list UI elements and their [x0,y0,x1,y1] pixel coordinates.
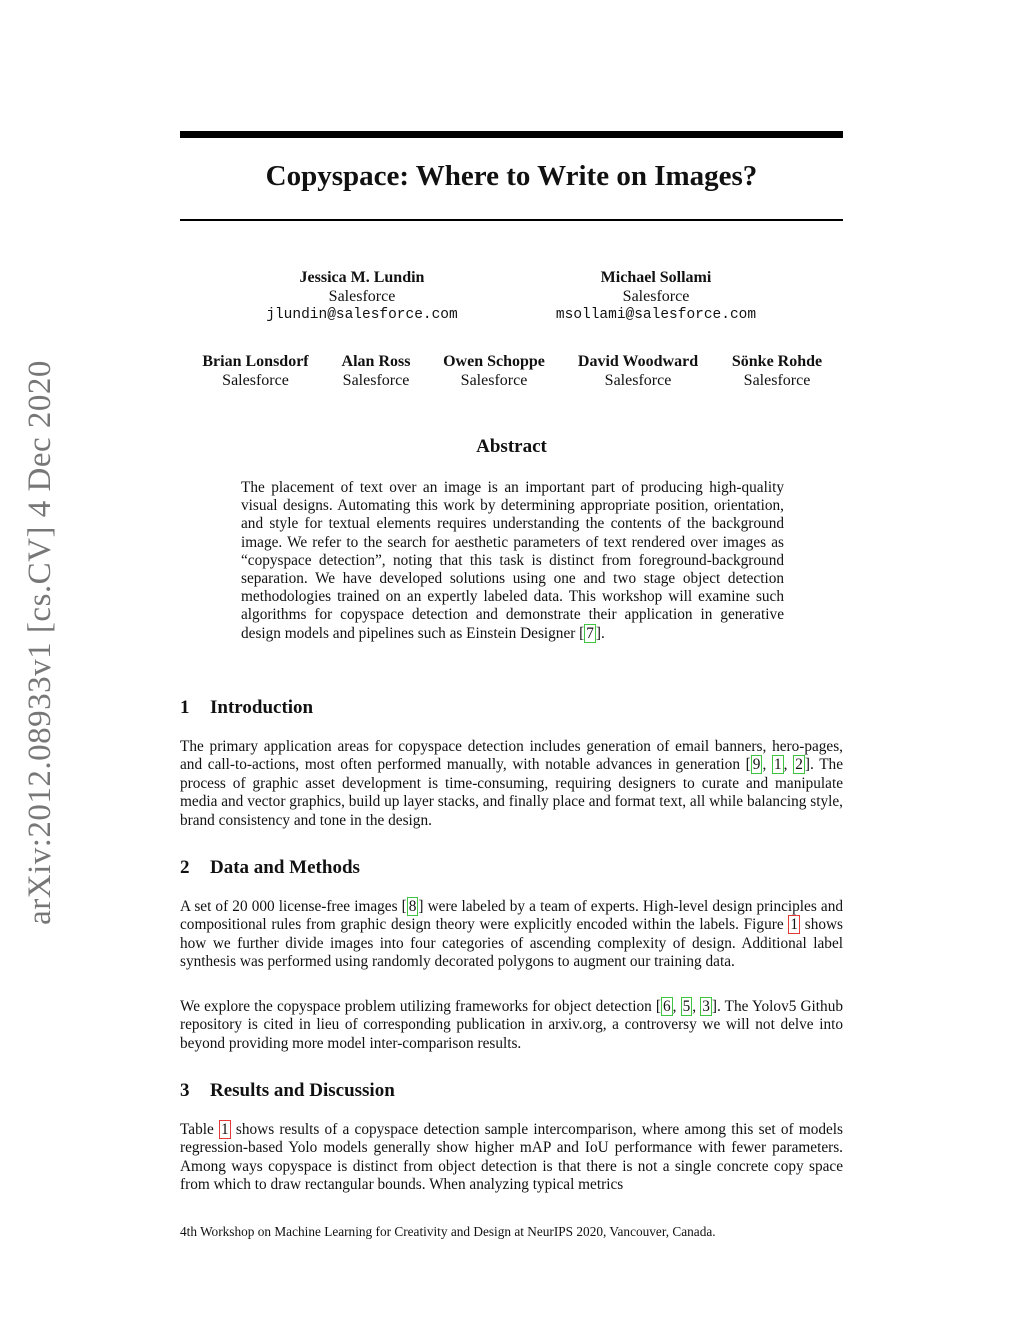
data-paragraph-2 [180,998,843,1053]
author-name: Jessica M. Lundin [299,269,425,286]
author-name: David Woodward [577,353,699,370]
author-affiliation: Salesforce [622,288,690,305]
paragraph-text: ]. The process of graphic asset development is time-consuming, requiring designers to curate and manipulate media and vector graphics, build up layer stacks, and finally place and format text, all while balancing style, brand consistency and tone in the design. [180,756,843,829]
citation-link[interactable]: 9 [752,756,761,774]
abstract-text [241,479,784,643]
section-title: Introduction [210,697,314,718]
section-heading-introduction [180,697,313,719]
title-rule-top [180,131,843,138]
paragraph-text: A set of 20 000 license-free images [ [180,898,407,915]
paragraph-text: shows results of a copyspace detection sample intercomparison, where among this set of models regression-based Yolo models generally show higher mAP and IoU performance with fewer parameters. Among ways copyspace is distinct from object detection is that there is not a single concrete copy space from which to draw rectangular bounds. When analyzing typical metrics [180,1121,844,1194]
author-email[interactable]: jlundin@salesforce.com [266,307,458,323]
section-heading-results [180,1080,395,1102]
citation-separator: , [762,756,772,774]
citation-separator: , [692,998,701,1015]
section-title: Data and Methods [210,857,360,878]
author-name: Owen Schoppe [443,353,545,370]
paragraph-text: The primary application areas for copyspace detection includes generation of email banners, hero-pages, and call-to-actions, most often performed manually, with notable advances in generation [ [180,738,843,774]
section-heading-data-methods [180,857,360,879]
citation-separator: , [783,756,794,774]
paper-title: Copyspace: Where to Write on Images? [265,160,758,192]
author-block [330,352,422,390]
citation-separator: , [672,998,681,1015]
paragraph-text: Table [180,1121,219,1138]
author-affiliation: Salesforce [604,372,672,389]
citation-link[interactable]: 7 [586,624,594,642]
arxiv-identifier [10,355,70,930]
data-paragraph-1 [180,898,843,972]
author-affiliation: Salesforce [328,288,396,305]
figure-reference-link[interactable]: 1 [790,916,799,934]
author-affiliation: Salesforce [460,372,528,389]
author-block [722,352,832,390]
title-rule-bottom [180,219,843,221]
table-reference-link[interactable]: 1 [221,1121,229,1138]
citation-link[interactable]: 1 [773,756,782,774]
author-email[interactable]: msollami@salesforce.com [555,307,757,323]
citation-link[interactable]: 6 [662,998,671,1015]
section-number: 3 [180,1080,190,1101]
section-number: 1 [180,697,190,718]
section-title: Results and Discussion [210,1080,395,1101]
author-block [434,352,554,390]
paragraph-text: shows how we further divide images into four categories of ascending complexity of design. Additional label synthesis was performed using randomly decorated polygons to augment our training data. [180,916,844,971]
citation-link[interactable]: 8 [408,898,417,915]
author-block [262,268,462,325]
author-block [551,268,761,325]
author-name: Michael Sollami [600,269,712,286]
citation-link[interactable]: 3 [702,998,710,1015]
author-affiliation: Salesforce [342,372,410,389]
citation-link[interactable]: 5 [682,998,691,1015]
abstract-text-part: The placement of text over an image is an important part of producing high-quality visual designs. Automating this work by determining appropriate position, orientation, and style for textual elements requires understanding the contents of the background image. We refer to the search for aesthetic parameters of text rendered over images as “copyspace detection”, noting that this task is distinct from foreground-background separation. We have developed solutions using one and two stage object detection methodologies trained on an expertly labeled data. This workshop will examine such algorithms for copyspace detection and demonstrate their application in generative design models and pipelines such as Einstein Designer [ [241,479,784,642]
footnote: 4th Workshop on Machine Learning for Creativity and Design at NeurIPS 2020, Vancouver, Canada. [180,1224,716,1239]
results-paragraph [180,1121,843,1195]
intro-paragraph [180,738,843,830]
section-number: 2 [180,857,190,878]
arxiv-identifier-text: arXiv:2012.08933v1 [cs.CV] 4 Dec 2020 [21,360,58,925]
author-name: Alan Ross [341,353,411,370]
author-affiliation: Salesforce [222,372,289,389]
abstract-text-part: ]. [595,624,605,642]
author-block [568,352,708,390]
paragraph-text: ]. The Yolov5 Github repository is cited in lieu of corresponding publication in arxiv.org, a controversy we will not delve into beyond providing more model inter-comparison results. [180,998,843,1052]
citation-link[interactable]: 2 [795,756,803,774]
author-block [193,352,318,390]
author-name: Sönke Rohde [731,353,823,370]
abstract-heading: Abstract [476,436,547,457]
paragraph-text: We explore the copyspace problem utilizing frameworks for object detection [ [180,998,661,1015]
author-name: Brian Lonsdorf [202,353,309,370]
paragraph-text: ] were labeled by a team of experts. High-level design principles and compositional rules from graphic design theory were explicitly encoded within the labels. Figure [180,898,844,934]
author-affiliation: Salesforce [743,372,811,389]
